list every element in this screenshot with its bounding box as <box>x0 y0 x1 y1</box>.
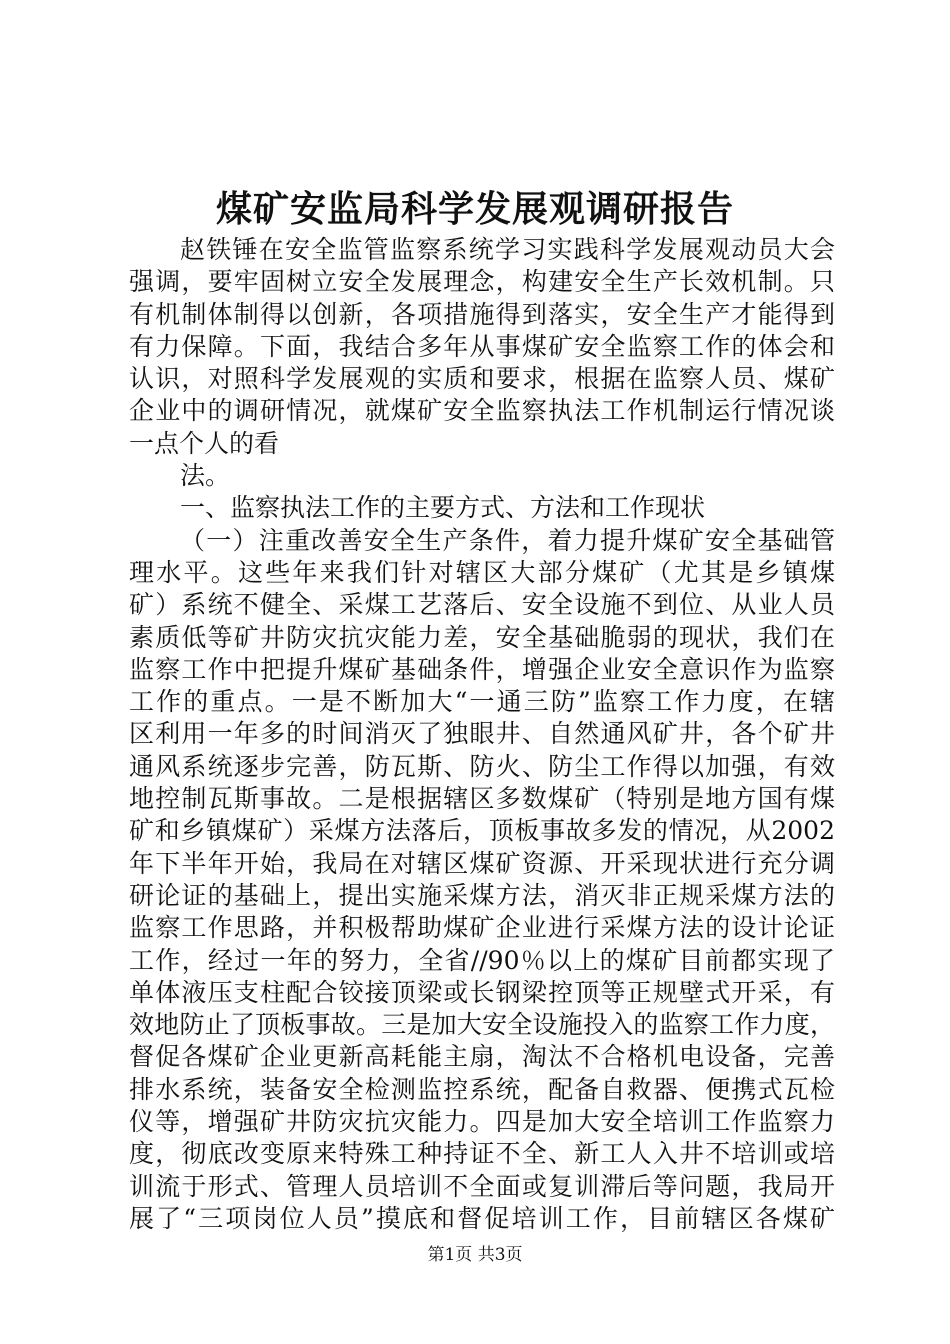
page-footer: 第1页 共3页 <box>427 1245 523 1265</box>
text-line: 有机制体制得以创新，各项措施得到落实，安全生产才能得到 <box>129 299 835 329</box>
text-line: 监察工作思路，并积极帮助煤矿企业进行采煤方法的设计论证 <box>129 913 835 943</box>
text-line: 有力保障。下面，我结合多年从事煤矿安全监察工作的体会和 <box>129 331 835 361</box>
text-line: 企业中的调研情况，就煤矿安全监察执法工作机制运行情况谈 <box>129 396 835 426</box>
text-line: 一点个人的看 <box>129 428 280 458</box>
document-body <box>129 234 835 1235</box>
text-line: 法。 <box>180 461 231 491</box>
text-line: 训流于形式、管理人员培训不全面或复训滞后等问题，我局开 <box>129 1171 835 1201</box>
text-line: 单体液压支柱配合铰接顶梁或长钢梁控顶等正规壁式开采，有 <box>129 977 835 1007</box>
text-line: 矿）系统不健全、采煤工艺落后、安全设施不到位、从业人员 <box>129 590 835 620</box>
text-line: 一、监察执法工作的主要方式、方法和工作现状 <box>180 493 706 523</box>
text-line: 认识，对照科学发展观的实质和要求，根据在监察人员、煤矿 <box>129 364 835 394</box>
text-line: 矿和乡镇煤矿）采煤方法落后，顶板事故多发的情况，从2002 <box>129 816 835 846</box>
text-line: 素质低等矿井防灾抗灾能力差，安全基础脆弱的现状，我们在 <box>129 622 835 652</box>
text-line: （一）注重改善安全生产条件，着力提升煤矿安全基础管 <box>180 525 835 555</box>
text-line: 度，彻底改变原来特殊工种持证不全、新工人入井不培训或培 <box>129 1139 835 1169</box>
text-line: 区利用一年多的时间消灭了独眼井、自然通风矿井，各个矿井 <box>129 719 835 749</box>
text-line: 工作，经过一年的努力，全省//90％以上的煤矿目前都实现了 <box>129 945 835 975</box>
text-line: 监察工作中把提升煤矿基础条件，增强企业安全意识作为监察 <box>129 654 835 684</box>
text-line: 排水系统，装备安全检测监控系统，配备自救器、便携式瓦检 <box>129 1074 835 1104</box>
text-line: 通风系统逐步完善，防瓦斯、防火、防尘工作得以加强，有效 <box>129 751 835 781</box>
text-line: 强调，要牢固树立安全发展理念，构建安全生产长效机制。只 <box>129 267 835 297</box>
text-line: 地控制瓦斯事故。二是根据辖区多数煤矿（特别是地方国有煤 <box>129 784 835 814</box>
document-title: 煤矿安监局科学发展观调研报告 <box>215 188 734 230</box>
text-line: 赵铁锤在安全监管监察系统学习实践科学发展观动员大会 <box>180 235 835 264</box>
text-line: 仪等，增强矿井防灾抗灾能力。四是加大安全培训工作监察力 <box>129 1107 835 1137</box>
text-line: 展了“三项岗位人员”摸底和督促培训工作，目前辖区各煤矿 <box>129 1203 835 1233</box>
text-line: 效地防止了顶板事故。三是加大安全设施投入的监察工作力度， <box>129 1010 835 1040</box>
text-line: 研论证的基础上，提出实施采煤方法，消灭非正规采煤方法的 <box>129 880 835 910</box>
text-line: 督促各煤矿企业更新高耗能主扇，淘汰不合格机电设备，完善 <box>129 1042 835 1072</box>
text-line: 工作的重点。一是不断加大“一通三防”监察工作力度，在辖 <box>129 687 835 717</box>
text-line: 理水平。这些年来我们针对辖区大部分煤矿（尤其是乡镇煤 <box>129 557 835 587</box>
text-line: 年下半年开始，我局在对辖区煤矿资源、开采现状进行充分调 <box>129 848 835 878</box>
